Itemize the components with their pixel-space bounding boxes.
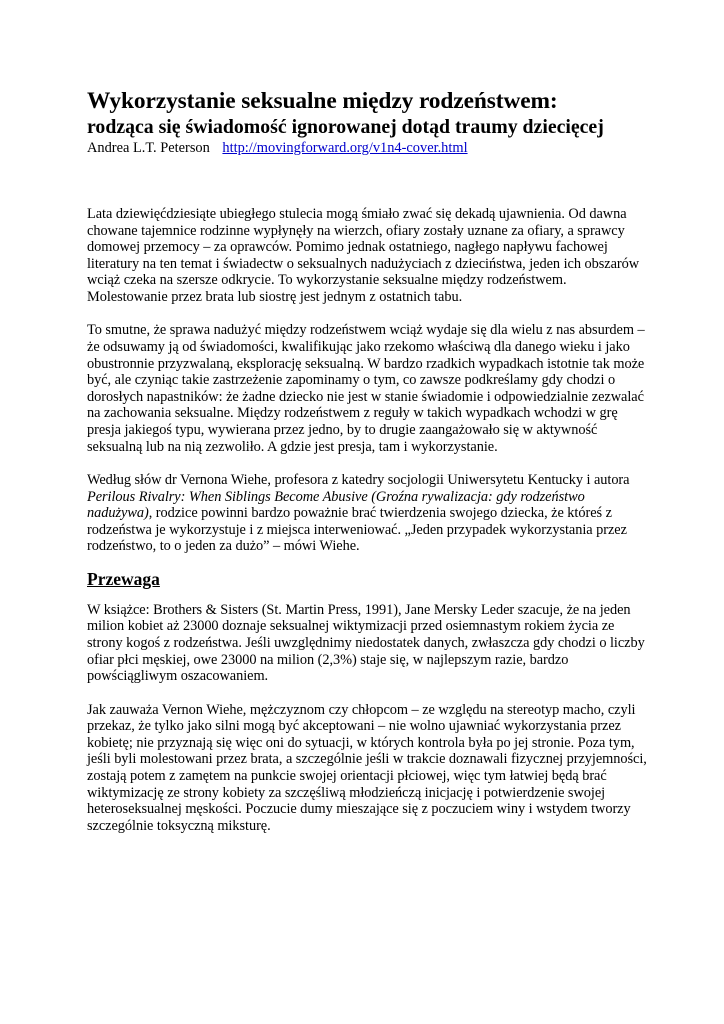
section-paragraph-2: Jak zauważa Vernon Wiehe, mężczyznom czy chłopcom – ze względu na stereotyp macho, czyli przekaz, że tylko jako silni mogą być akceptowani – nie wolno ujawniać wykorzystania przez kobietę; nie przyznają się więc oni do sytuacji, w których kontrola była po jej stronie. Poza tym, jeśli byli molestowani przez brata, a szczególnie jeśli w trakcie doznawali fizycznej przyjemności, zostają potem z zamętem na punkcie swojej orientacji płciowej, więc tym łatwiej będą brać wiktymizację ze strony kobiety za szczęśliwą młodzieńczą inicjację i potwierdzenie swojej heteroseksualnej męskości. Poczucie dumy mieszające się z poczuciem winy i wstydem tworzy szczególnie toksyczną miksturę. bbox=[87, 701, 647, 834]
document-page bbox=[87, 88, 647, 834]
author-name: Andrea L.T. Peterson bbox=[87, 140, 210, 156]
section-heading: Przewaga bbox=[87, 568, 160, 589]
paragraph-2: To smutne, że sprawa nadużyć między rodzeństwem wciąż wydaje się dla wielu z nas absurdem – że odsuwamy ją od świadomości, kwalifikując jako rzekomo właściwą dla danego wieku i jako obustronnie przyzwalaną, eksplorację seksualną. W bardzo rzadkich wypadkach istotnie tak może być, ale czyniąc takie zastrzeżenie zapominamy o tym, co zawsze podkreślamy gdy chodzi o dorosłych napastników: że żadne dziecko nie jest w stanie świadomie i odpowiedzialnie zezwalać na zachowania seksualne. Między rodzeństwem z reguły w takich wypadkach wchodzi w grę presja jakiegoś typu, wywierana przez jedno, by to drugie zaangażowało się w aktywność seksualną lub na nią zezwoliło. A gdzie jest presja, tam i wykorzystanie. bbox=[87, 322, 645, 455]
document-title: Wykorzystanie seksualne między rodzeństwem: bbox=[87, 88, 558, 114]
document-subtitle: rodząca się świadomość ignorowanej dotąd traumy dziecięcej bbox=[87, 116, 604, 138]
paragraph-1: Lata dziewięćdziesiąte ubiegłego stulecia mogą śmiało zwać się dekadą ujawnienia. Od dawna chowane tajemnice rodzinne wypłynęły na wierzch, ofiary zostały uznane za ofiary, a sprawcy domowej przemocy – za oprawców. Pomimo jednak ostatniego, nagłego napływu fachowej literatury na ten temat i świadectw o seksualnych nadużyciach z dzieciństwa, jeden ich obszarów wciąż czeka na szersze odkrycie. To wykorzystanie seksualne między rodzeństwem. Molestowanie przez brata lub siostrę jest jednym z ostatnich tabu. bbox=[87, 206, 640, 305]
section-paragraph-1: W książce: Brothers & Sisters (St. Martin Press, 1991), Jane Mersky Leder szacuje, że na jeden milion kobiet aż 23000 doznaje seksualnej wiktymizacji przed osiemnastym rokiem życia ze strony kogoś z rodzeństwa. Jeśli uwzględnimy niedostatek danych, zwłaszcza gdy chodzi o liczby ofiar płci męskiej, owe 23000 na milion (2,3%) staje się, w najlepszym razie, bardzo powściągliwym oszacowaniem. bbox=[87, 601, 645, 685]
book-title: Perilous Rivalry: When Siblings Become Abusive (Groźna rywalizacja: gdy rodzeństwo nadużywa) bbox=[87, 488, 585, 522]
source-link[interactable]: http://movingforward.org/v1n4-cover.html bbox=[222, 140, 468, 156]
paragraph-3-start: Według słów dr Vernona Wiehe, profesora z katedry socjologii Uniwersytetu Kentucky i autora bbox=[87, 471, 630, 488]
byline bbox=[87, 139, 647, 157]
paragraph-3-end: , rodzice powinni bardzo poważnie brać twierdzenia swojego dziecka, że któreś z rodzeństwa je wykorzystuje i z miejsca interweniować. „Jeden przypadek wykorzystania przez rodzeństwo, to o jeden za dużo” – mówi Wiehe. bbox=[87, 505, 627, 555]
paragraph-3 bbox=[87, 472, 647, 555]
